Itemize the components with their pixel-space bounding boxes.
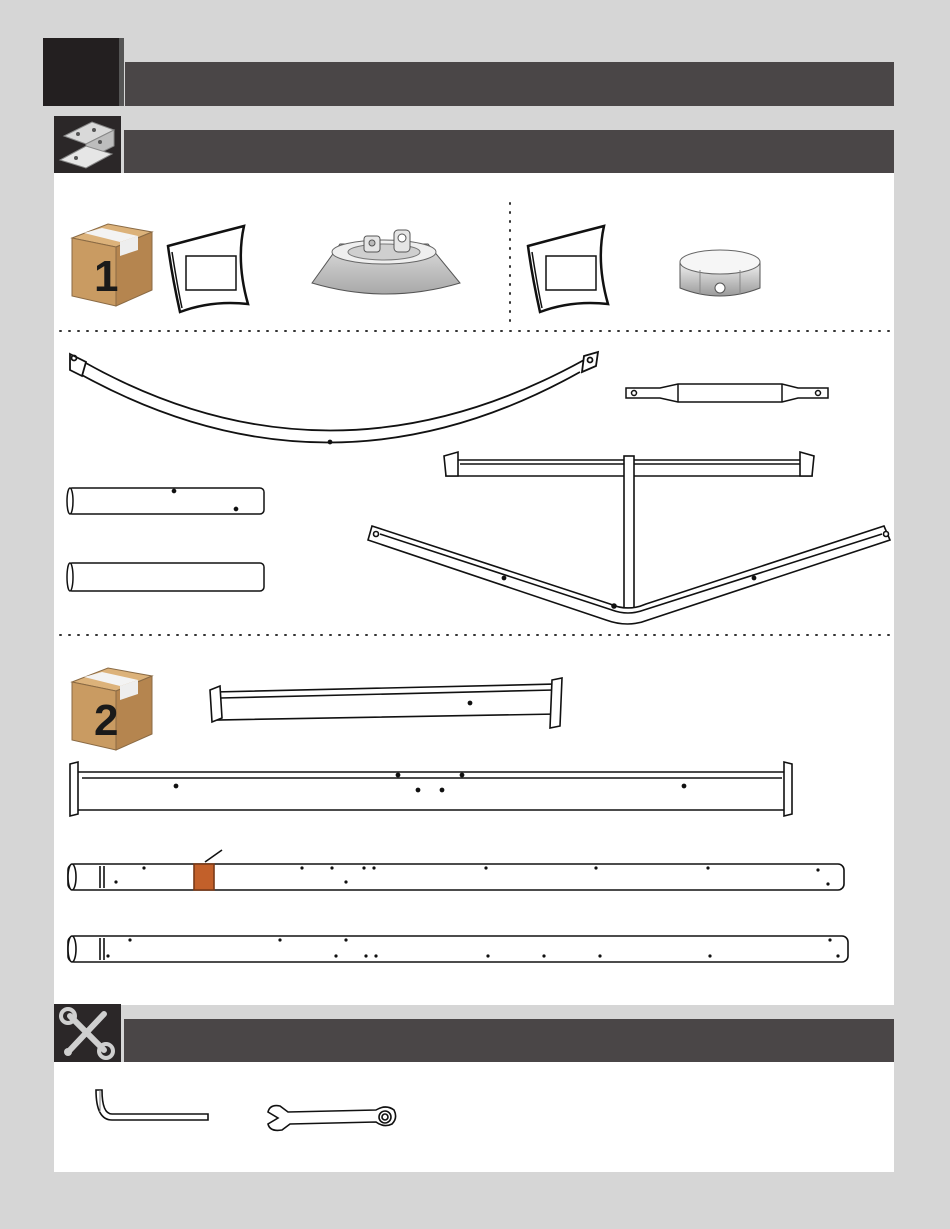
carton-2-number: 2 (94, 696, 119, 745)
carton-1-icon (72, 224, 152, 306)
connector-bar (626, 384, 828, 402)
hex-key-icon (96, 1090, 208, 1120)
cone-base-part (312, 230, 460, 294)
hardware-bag-right (528, 226, 608, 312)
round-cap-part (680, 250, 760, 296)
short-tube-1 (67, 488, 264, 514)
curved-arc-tube (70, 352, 598, 444)
carton-1-number: 1 (94, 252, 119, 301)
combination-wrench-icon (268, 1106, 396, 1131)
warning-label (194, 864, 214, 890)
long-tube-labeled (68, 850, 844, 890)
carton-2-icon (72, 668, 152, 750)
short-tube-2 (67, 563, 264, 591)
t-frame-part (368, 452, 890, 624)
hardware-bag-left (168, 226, 248, 312)
long-tube (68, 936, 848, 962)
long-rail (70, 762, 792, 816)
short-rail (210, 678, 562, 728)
